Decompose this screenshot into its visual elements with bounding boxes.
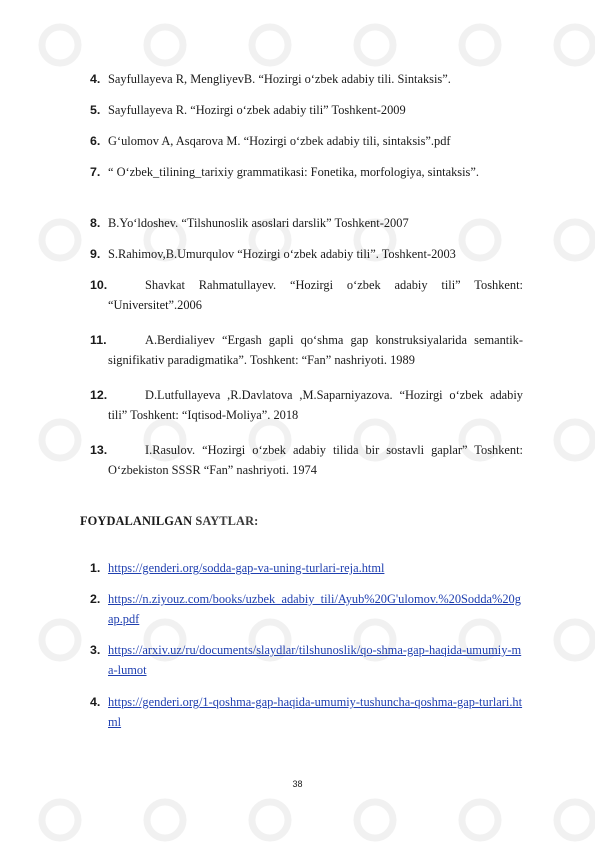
reference-number: 7. — [90, 165, 101, 179]
website-number: 4. — [90, 695, 101, 709]
website-number: 2. — [90, 592, 101, 606]
reference-number: 9. — [90, 247, 101, 261]
reference-item — [90, 441, 523, 480]
websites-heading — [80, 514, 258, 529]
page-number: 38 — [292, 779, 303, 789]
reference-item — [90, 101, 523, 121]
reference-number: 4. — [90, 72, 101, 86]
reference-number: 6. — [90, 134, 101, 148]
reference-item — [90, 214, 523, 234]
reference-item — [90, 276, 523, 315]
website-link[interactable]: https://arxiv.uz/ru/documents/slaydlar/tilshunoslik/qo-shma-gap-haqida-umumiy-ma-lumot — [108, 643, 522, 677]
reference-text: A.Berdialiyev “Ergash gapli qo‘shma gap konstruksiyalarida semantik-signifikativ paradigmatika”. Toshkent: “Fan” nashriyoti. 1989 — [108, 333, 523, 367]
website-link[interactable]: https://n.ziyouz.com/books/uzbek_adabiy_tili/Ayub%20G'ulomov.%20Sodda%20gap.pdf — [108, 592, 521, 626]
reference-item — [90, 386, 523, 425]
website-number: 1. — [90, 561, 101, 575]
reference-number: 10. — [90, 278, 108, 292]
reference-item — [90, 163, 523, 183]
reference-item — [90, 331, 523, 370]
website-item — [90, 641, 523, 680]
reference-item — [90, 245, 523, 265]
websites-heading-accent: SAYTLAR: — [192, 514, 259, 528]
website-number: 3. — [90, 643, 101, 657]
reference-text: Sayfullayeva R. “Hozirgi o‘zbek adabiy tili” Toshkent-2009 — [108, 103, 406, 117]
website-item — [90, 590, 523, 629]
website-item — [90, 559, 523, 579]
reference-number: 8. — [90, 216, 101, 230]
websites-heading-main: FOYDALANILGAN — [80, 514, 193, 528]
reference-item — [90, 70, 523, 90]
reference-text: D.Lutfullayeva ,R.Davlatova ,M.Saparniyazova. “Hozirgi o‘zbek adabiy tili” Toshkent: “Iqtisod-Moliya”. 2018 — [108, 388, 523, 422]
reference-text: G‘ulomov A, Asqarova M. “Hozirgi o‘zbek adabiy tili, sintaksis”.pdf — [108, 134, 451, 148]
reference-text: Shavkat Rahmatullayev. “Hozirgi o‘zbek adabiy tili” Toshkent: “Universitet”.2006 — [108, 278, 523, 312]
reference-number: 13. — [90, 443, 108, 457]
website-link[interactable]: https://genderi.org/1-qoshma-gap-haqida-umumiy-tushuncha-qoshma-gap-turlari.html — [108, 695, 523, 729]
reference-text: S.Rahimov,B.Umurqulov “Hozirgi o‘zbek adabiy tili”. Toshkent-2003 — [108, 247, 456, 261]
website-link[interactable]: https://genderi.org/sodda-gap-va-uning-turlari-reja.html — [108, 561, 385, 575]
website-item — [90, 693, 523, 732]
reference-number: 12. — [90, 388, 108, 402]
reference-number: 11. — [90, 333, 107, 347]
reference-text: “ O‘zbek_tilining_tarixiy grammatikasi: Fonetika, morfologiya, sintaksis”. — [108, 165, 479, 179]
reference-item — [90, 132, 523, 152]
reference-text: Sayfullayeva R, MengliyevB. “Hozirgi o‘zbek adabiy tili. Sintaksis”. — [108, 72, 451, 86]
reference-number: 5. — [90, 103, 101, 117]
reference-text: I.Rasulov. “Hozirgi o‘zbek adabiy tilida bir sostavli gaplar” Toshkent: O‘zbekiston SSSR “Fan” nashriyoti. 1974 — [108, 443, 523, 477]
reference-text: B.Yo‘ldoshev. “Tilshunoslik asoslari darslik” Toshkent-2007 — [108, 216, 409, 230]
